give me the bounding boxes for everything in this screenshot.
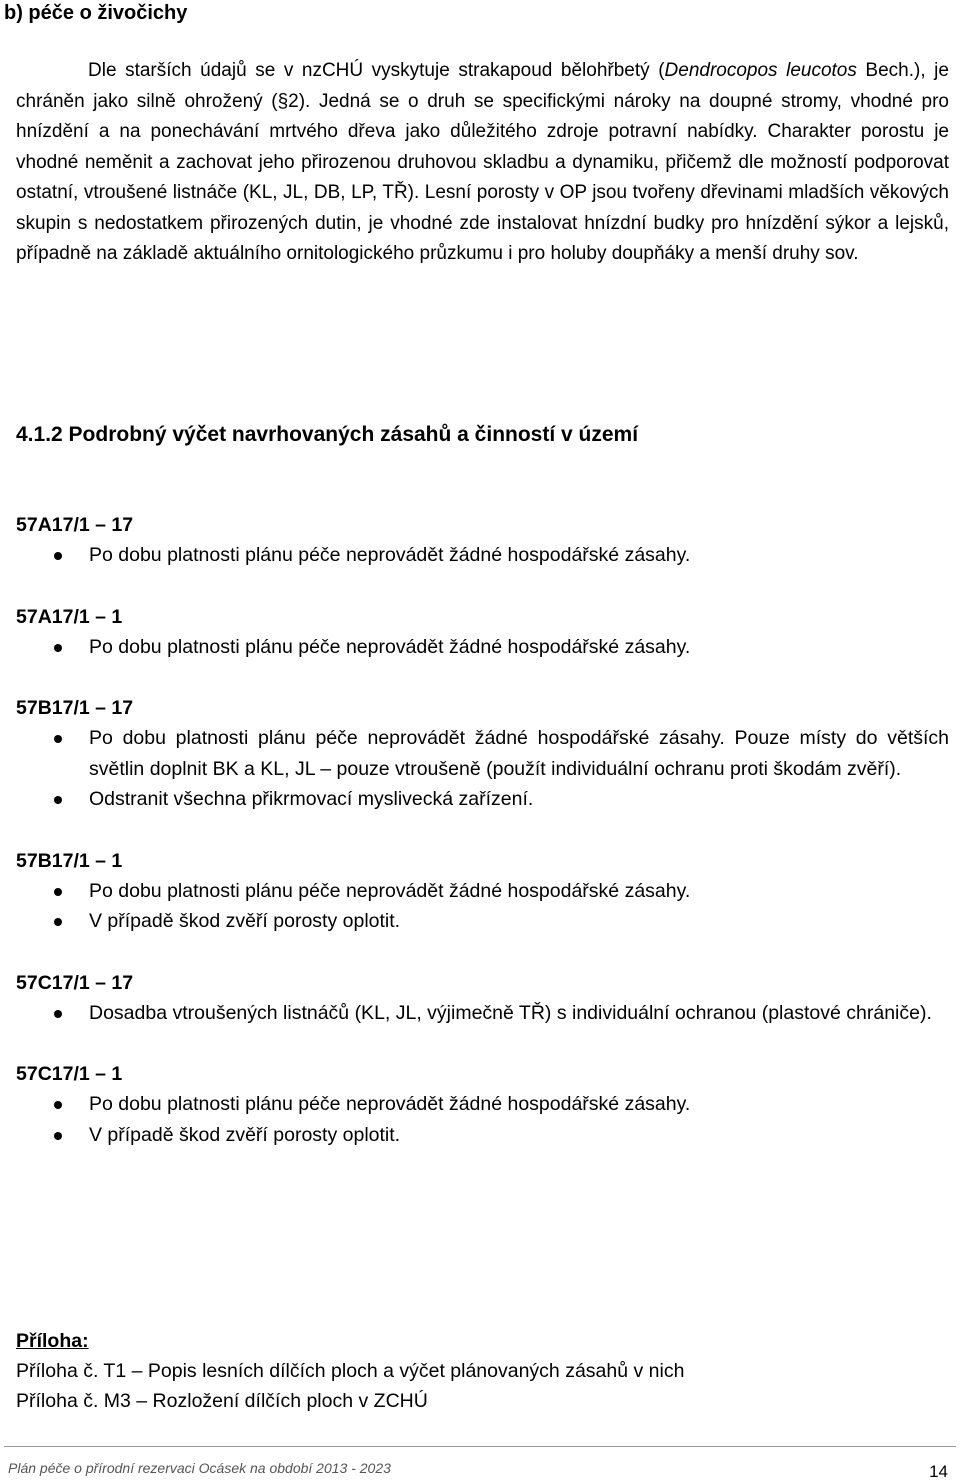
footer-text: Plán péče o přírodní rezervaci Ocásek na období 2013 - 2023 <box>8 1460 391 1476</box>
bullet-item <box>16 540 949 571</box>
bullet-item <box>16 1089 949 1120</box>
bullet-item <box>16 906 949 937</box>
bullet-icon <box>54 735 62 743</box>
section-title: b) péče o živočichy <box>4 2 188 24</box>
attachments-section <box>16 1326 684 1416</box>
bullet-text: Po dobu platnosti plánu péče neprovádět žádné hospodářské zásahy. <box>89 1093 691 1115</box>
subsection-title: 4.1.2 Podrobný výčet navrhovaných zásahů a činností v území <box>16 423 639 446</box>
bullet-icon <box>54 888 62 896</box>
area-block <box>16 693 949 815</box>
intro-text-part1: Dle starších údajů se v nzCHÚ vyskytuje strakapoud bělohřbetý ( <box>88 60 665 81</box>
footer-divider <box>4 1446 956 1447</box>
area-code: 57A17/1 – 1 <box>16 605 123 628</box>
bullet-list <box>16 998 949 1029</box>
bullet-item <box>16 998 949 1029</box>
attachments-title: Příloha: <box>16 1330 89 1352</box>
area-list <box>16 510 949 1150</box>
bullet-text: Po dobu platnosti plánu péče neprovádět žádné hospodářské zásahy. Pouze místy do větších světlin doplnit BK a KL, JL – pouze vtroušeně (použít individuální ochranu proti škodám zvěří). <box>89 727 949 780</box>
bullet-text: Po dobu platnosti plánu péče neprovádět žádné hospodářské zásahy. <box>89 879 691 902</box>
bullet-icon <box>54 796 62 804</box>
bullet-icon <box>54 1132 62 1140</box>
area-block <box>16 968 949 1029</box>
area-block <box>16 846 949 937</box>
area-code: 57C17/1 – 1 <box>16 1063 123 1085</box>
area-block <box>16 602 949 663</box>
bullet-text: Po dobu platnosti plánu péče neprovádět žádné hospodářské zásahy. <box>89 635 691 658</box>
bullet-list <box>16 540 949 571</box>
area-code: 57A17/1 – 17 <box>16 514 134 536</box>
bullet-list <box>16 1089 949 1150</box>
bullet-item <box>16 723 949 784</box>
area-block <box>16 510 949 571</box>
area-code: 57C17/1 – 17 <box>16 971 134 994</box>
bullet-text: V případě škod zvěří porosty oplotit. <box>89 1123 401 1146</box>
bullet-text: Dosadba vtroušených listnáčů (KL, JL, výjimečně TŘ) s individuální ochranou (plastové chrániče). <box>89 1001 932 1024</box>
attachment-item: Příloha č. M3 – Rozložení dílčích ploch v ZCHÚ <box>16 1390 428 1412</box>
attachment-item: Příloha č. T1 – Popis lesních dílčích ploch a výčet plánovaných zásahů v nich <box>16 1360 685 1382</box>
area-block <box>16 1059 949 1150</box>
bullet-icon <box>54 552 62 560</box>
bullet-text: Odstranit všechna přikrmovací myslivecká zařízení. <box>89 788 534 810</box>
page-number: 14 <box>929 1462 948 1481</box>
area-code: 57B17/1 – 1 <box>16 849 123 872</box>
bullet-item <box>16 632 949 663</box>
bullet-item <box>16 876 949 907</box>
bullet-list <box>16 876 949 937</box>
bullet-text: V případě škod zvěří porosty oplotit. <box>89 910 401 932</box>
latin-species-name: Dendrocopos leucotos <box>664 60 857 81</box>
intro-text-part2: Bech.), je chráněn jako silně ohrožený (§2). Jedná se o druh se specifickými nároky na doupné stromy, vhodné pro hnízdění a na ponechávání mrtvého dřeva jako důležitého zdroje potravní nabídky. Charakter porostu je vhodné neměnit a zachovat jeho přirozenou druhovou skladbu a dynamiku, přičemž dle možností podporovat ostatní, vtroušené listnáče (KL, JL, DB, LP, TŘ). Lesní porosty v OP jsou tvořeny dřevinami mladších věkových skupin s nedostatkem přirozených dutin, je vhodné zde instalovat hnízdní budky pro hnízdění sýkor a lejsků, případně na základě aktuálního ornitologického průzkumu i pro holuby doupňáky a menší druhy sov. <box>16 60 949 264</box>
bullet-icon <box>54 918 62 926</box>
bullet-list <box>16 723 949 815</box>
bullet-icon <box>54 644 62 652</box>
bullet-item <box>16 784 949 815</box>
bullet-item <box>16 1120 949 1151</box>
bullet-text: Po dobu platnosti plánu péče neprovádět žádné hospodářské zásahy. <box>89 544 691 566</box>
intro-paragraph <box>16 56 949 270</box>
bullet-icon <box>54 1101 62 1109</box>
bullet-icon <box>54 1010 62 1018</box>
bullet-list <box>16 632 949 663</box>
area-code: 57B17/1 – 17 <box>16 697 134 719</box>
